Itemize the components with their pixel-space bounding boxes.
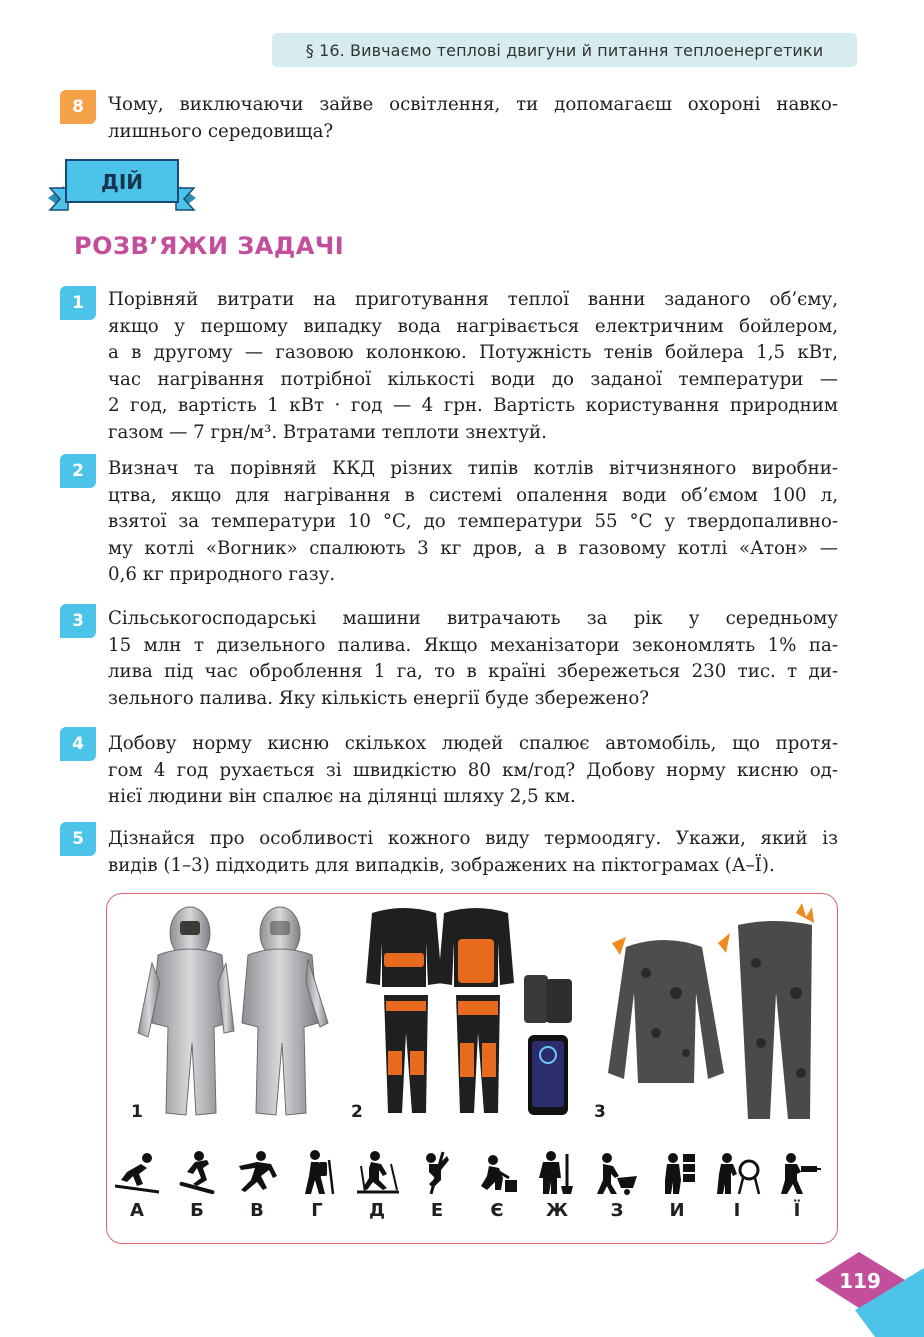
section-title: РОЗВ’ЯЖИ ЗАДАЧІ xyxy=(74,232,345,260)
text-line: 2 год, вартість 1 кВт · год — 4 грн. Вартість користування природним xyxy=(108,395,838,416)
text-line: нієї людини він спалює на ділянці шляху 2,5 км. xyxy=(108,786,576,807)
question-8-text xyxy=(108,92,838,145)
task-number-badge: 2 xyxy=(60,454,96,488)
photo-label-1: 1 xyxy=(131,1102,143,1122)
pictogram-letter: Ї xyxy=(793,1200,801,1221)
worker-kneeling-icon xyxy=(473,1150,521,1196)
task-number-badge: 5 xyxy=(60,822,96,856)
thermal-underwear-image xyxy=(606,903,821,1125)
ribbon-label: ДІЙ xyxy=(101,170,143,194)
pictogram-letter: І xyxy=(733,1200,741,1221)
task-1-text xyxy=(108,287,838,446)
text-line: Порівняй витрати на приготування теплої ванни заданого об’єму, xyxy=(108,289,838,310)
skater-icon xyxy=(233,1150,281,1196)
pictogram-letter: Д xyxy=(368,1200,386,1221)
task-5-text xyxy=(108,826,838,879)
pictogram-letter: Ж xyxy=(545,1200,569,1221)
text-line: цтва, якщо для нагрівання в системі опалення води об’ємом 100 л, xyxy=(108,484,838,506)
action-ribbon xyxy=(48,158,196,214)
task-number-badge: 4 xyxy=(60,727,96,761)
task-4-text xyxy=(108,731,838,811)
pictogram-letter: Б xyxy=(190,1200,204,1221)
freestyle-skier-icon xyxy=(413,1150,461,1196)
page-number-badge xyxy=(815,1250,924,1337)
text-line: гом 4 год рухається зі швидкістю 80 км/год? Добову норму кисню од- xyxy=(108,759,838,781)
text-line: якщо у першому випадку вода нагрівається електричним бойлером, xyxy=(108,315,838,337)
text-line: Сільськогосподарські машини витрачають за рік у середньому xyxy=(108,608,838,629)
photo-label-3: 3 xyxy=(594,1102,606,1122)
text-line: лива під час оброблення 1 га, то в країні збережеться 230 тис. т ди- xyxy=(108,661,838,682)
pictogram-letter: А xyxy=(130,1200,144,1221)
worker-drill-icon xyxy=(773,1150,821,1196)
text-line: час нагрівання потрібної кількості води до заданої температури — xyxy=(108,368,838,390)
task-2-text xyxy=(108,456,838,589)
pictogram-letter: З xyxy=(610,1200,624,1221)
page-number: 119 xyxy=(839,1269,881,1293)
text-line: Визнач та порівняй ККД різних типів котлів вітчизняного виробни- xyxy=(108,458,838,479)
hiker-icon xyxy=(293,1150,341,1196)
text-line: 0,6 кг природного газу. xyxy=(108,564,336,585)
snowboarder-icon xyxy=(173,1150,221,1196)
text-line: видів (1–3) підходить для випадків, зображених на піктограмах (А–Ї). xyxy=(108,854,775,876)
worker-shovel-icon xyxy=(533,1150,581,1196)
cross-country-skier-icon xyxy=(353,1150,401,1196)
photo-label-2: 2 xyxy=(351,1102,363,1122)
pictogram-letter: В xyxy=(250,1200,264,1221)
task-3-text xyxy=(108,606,838,712)
text-line: газом — 7 грн/м³. Втратами теплоти знехтуй. xyxy=(108,421,547,443)
task-number-badge: 1 xyxy=(60,286,96,320)
task-number-badge: 3 xyxy=(60,604,96,638)
section-header: § 16. Вивчаємо теплові двигуни й питання теплоенергетики xyxy=(272,33,857,67)
text-line: лишнього середовища? xyxy=(108,120,334,142)
person-barbecue-icon xyxy=(713,1150,761,1196)
text-line: взятої за температури 10 °С, до температури 55 °С у твердопаливно- xyxy=(108,511,838,532)
worker-boxes-icon xyxy=(653,1150,701,1196)
text-line: му котлі «Вогник» спалюють 3 кг дров, а в газовому котлі «Атон» — xyxy=(108,537,838,559)
text-line: Дізнайся про особливості кожного виду термоодягу. Укажи, який із xyxy=(108,828,838,849)
text-line: зельного палива. Яку кількість енергії буде збережено? xyxy=(108,687,650,709)
text-line: Чому, виключаючи зайве освітлення, ти допомагаєш охороні навко- xyxy=(108,94,838,115)
text-line: а в другому — газовою колонкою. Потужність тенів бойлера 1,5 кВт, xyxy=(108,342,838,363)
text-line: Добову норму кисню скількох людей спалює автомобіль, що протя- xyxy=(108,733,838,754)
text-line: 15 млн т дизельного палива. Якщо механізатори зекономлять 1% па- xyxy=(108,634,838,656)
fire-proximity-suit-image xyxy=(130,903,335,1125)
pictogram-letter: И xyxy=(669,1200,685,1221)
skier-downhill-icon xyxy=(113,1150,161,1196)
pictogram-letter: Є xyxy=(490,1200,504,1221)
pictogram-letter: Г xyxy=(311,1200,323,1221)
pictogram-letter: Е xyxy=(430,1200,444,1221)
heated-underwear-image xyxy=(362,903,582,1125)
question-number-badge: 8 xyxy=(60,90,96,124)
worker-wheelbarrow-icon xyxy=(593,1150,641,1196)
